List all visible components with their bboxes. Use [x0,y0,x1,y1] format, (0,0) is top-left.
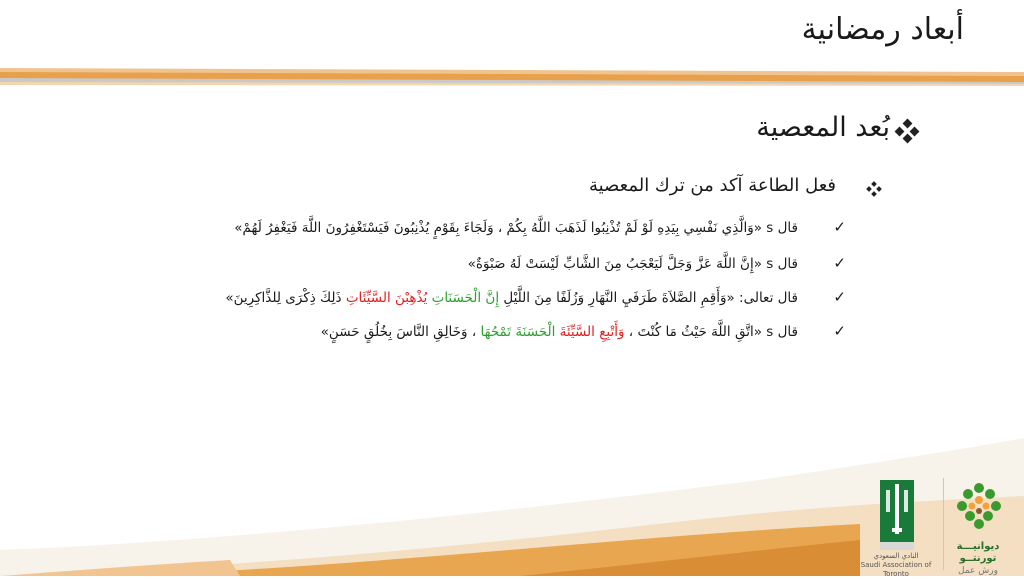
list-item [468,256,798,272]
item-text-highlight-red: وَأَتْبِعِ السَّيِّئَةَ [559,324,625,340]
section-heading: بُعد المعصية [756,112,890,143]
item-text: «اتَّقِ اللَّهَ حَيْثُ مَا كُنْتَ ، [624,324,762,340]
item-text: «وَأَقِمِ الصَّلاَةَ طَرَفَيِ النَّهَارِ وَزُلَفًا مِنَ اللَّيْلِ [499,290,735,306]
logo-tagline: ورش عمل [958,566,998,576]
saudi-association-logo-icon [880,480,914,550]
diamond-bullet-icon [894,118,920,144]
item-text: «وَالَّذِي نَفْسِي بِيَدِهِ لَوْ لَمْ تُذْنِبُوا لَذَهَبَ اللَّهُ بِكُمْ ، وَلَجَاءَ بِقَوْمٍ يُذْنِبُونَ فَيَسْتَغْفِرُونَ اللَّهَ فَيَغْفِرُ لَهُمْ» [234,220,762,236]
diamond-bullet-icon [866,181,882,197]
item-lead: قال s [761,324,798,340]
saudi-association-logo-text [848,552,944,579]
item-text: ، وَخَالِقِ النَّاسَ بِخُلُقٍ حَسَنٍ» [320,324,477,340]
item-text-highlight-red: يُذْهِبْنَ السَّيِّئَاتِ [345,290,428,306]
item-lead: قال تعالى: [734,290,798,306]
diwaniya-toronto-logo-icon [948,478,1010,538]
footer-decorative-waves [0,400,1024,576]
item-text-highlight-green: الْحَسَنَةَ تَمْحُهَا [480,324,556,340]
section-subheading: فعل الطاعة آكد من ترك المعصية [588,175,836,196]
item-text: «إِنَّ اللَّهَ عَزَّ وَجَلَّ لَيَعْجَبُ مِنَ الشَّابِّ لَيْسَتْ لَهُ صَبْوَةٌ» [467,256,762,272]
logo-name: ديوانيـــة تورنتــو [956,541,1000,564]
list-item [225,290,798,306]
checkmark-icon: ✓ [833,254,846,272]
logo-name-en: Saudi Association of Toronto [860,561,932,578]
checkmark-icon: ✓ [833,288,846,306]
list-item [321,324,798,340]
checkmark-icon: ✓ [833,322,846,340]
header-decorative-band [0,62,1024,90]
slide-title: أبعاد رمضانية [801,12,964,47]
item-text-highlight-green: إِنَّ الْحَسَنَاتِ [431,290,500,306]
list-item [234,220,798,236]
checkmark-icon: ✓ [833,218,846,236]
logo-name-ar: النادي السعودي [873,552,919,560]
item-lead: قال s [761,220,798,236]
item-lead: قال s [761,256,798,272]
item-text: ذَلِكَ ذِكْرَى لِلذَّاكِرِينَ» [225,290,342,306]
diwaniya-logo-text [938,541,1018,577]
